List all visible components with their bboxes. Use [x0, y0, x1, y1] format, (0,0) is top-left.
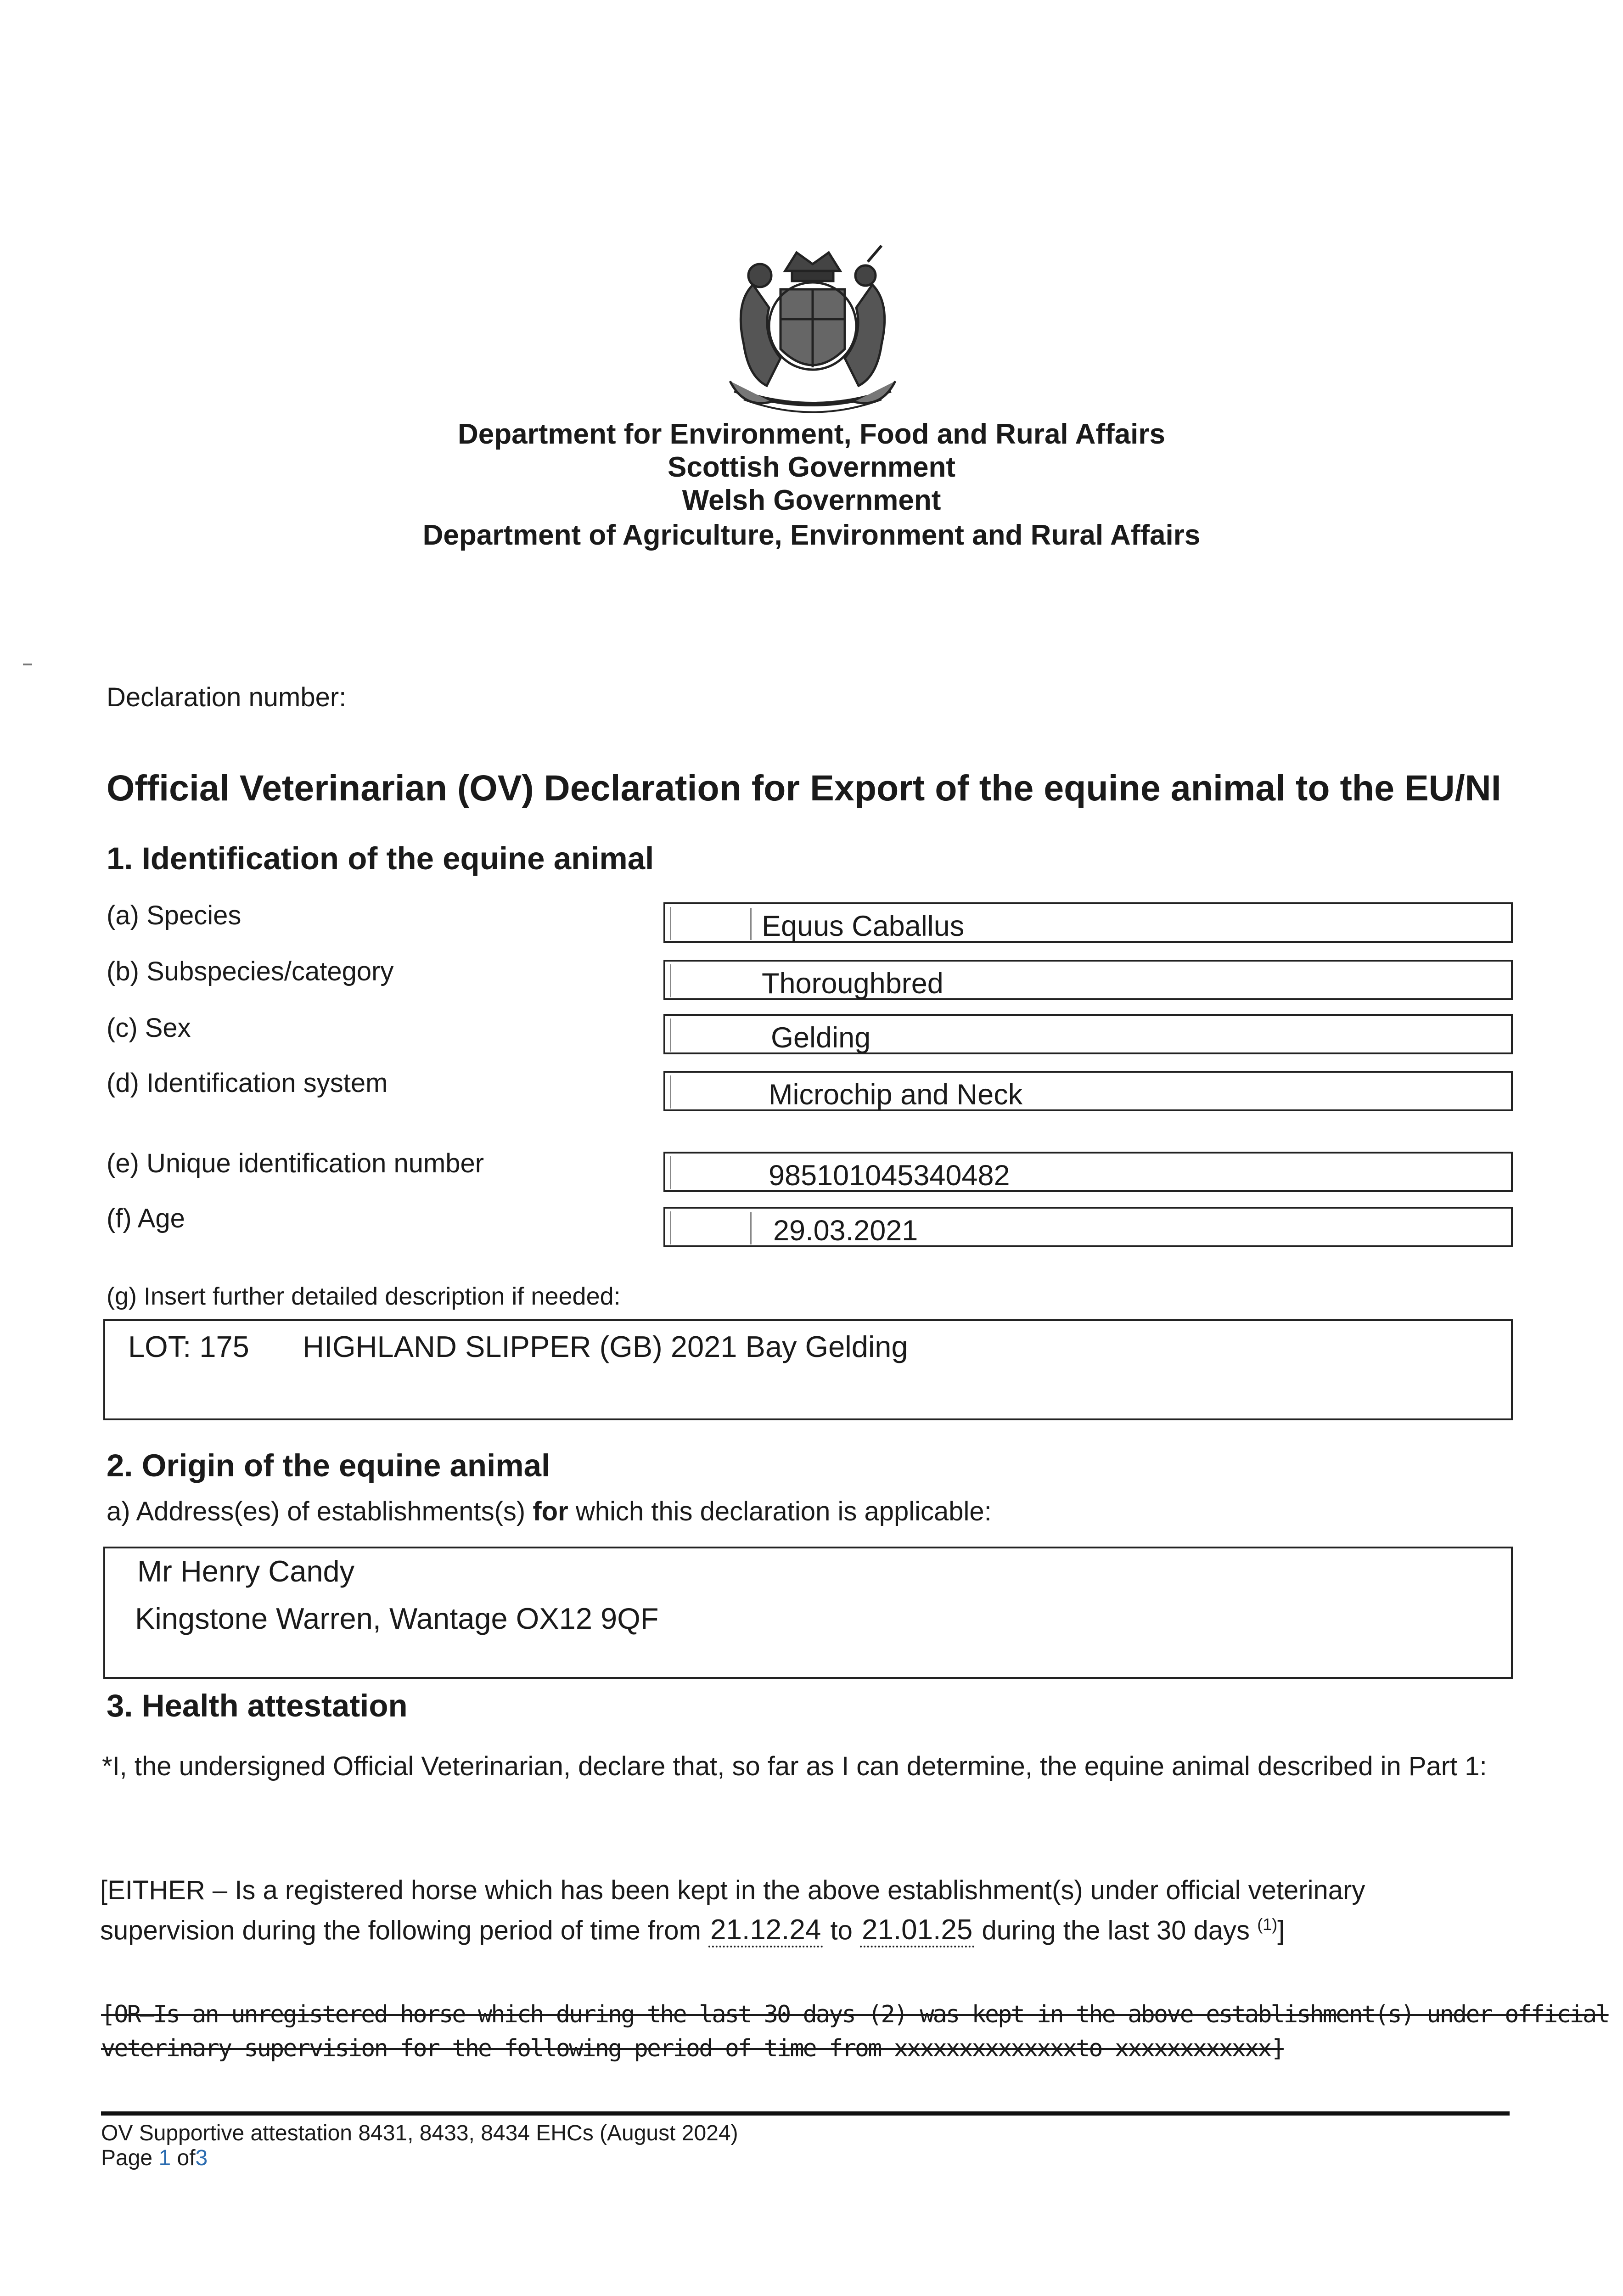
- either-statement: [EITHER – Is a registered horse which has been kept in the above establishment(s) under official veterinary supervision during the following period of time from 21.12.24 to 21.01.25 during the last 30 days $^{(1)}$]: [100, 1874, 1505, 1947]
- species-value: Equus Caballus: [762, 910, 965, 942]
- form-reference: OV Supportive attestation 8431, 8433, 8434 EHCs (August 2024): [101, 2121, 738, 2145]
- unique-id-field[interactable]: [663, 1152, 1513, 1192]
- further-description-box[interactable]: [103, 1319, 1513, 1420]
- date-from: 21.12.24: [708, 1914, 823, 1947]
- struck-line-2: veterinary supervision for the following period of time from xxxxxxxxxxxxxxto xxxxxxxxxxxx]: [101, 2035, 1284, 2062]
- margin-mark: [23, 664, 32, 665]
- struck-out-or-statement: [101, 1998, 1609, 2065]
- footer-rule: [101, 2111, 1510, 2116]
- subspecies-label: (b) Subspecies/category: [107, 957, 394, 986]
- address-location: Kingstone Warren, Wantage OX12 9QF: [135, 1602, 659, 1635]
- address-label: a) Address(es) of establishments(s) for which this declaration is applicable:: [107, 1497, 992, 1526]
- horse-description: HIGHLAND SLIPPER (GB) 2021 Bay Gelding: [303, 1330, 908, 1363]
- declaration-number-label: Declaration number:: [107, 682, 347, 712]
- page-indicator: Page 1 of3: [101, 2146, 208, 2170]
- identification-system-field[interactable]: [663, 1071, 1513, 1111]
- unique-id-value: 985101045340482: [769, 1159, 1010, 1192]
- health-attestation-intro: *I, the undersigned Official Veterinarian, declare that, so far as I can determine, the equine animal described in Part 1:: [102, 1751, 1487, 1781]
- identification-system-value: Microchip and Neck: [769, 1079, 1023, 1111]
- species-label: (a) Species: [107, 900, 241, 930]
- age-field[interactable]: [663, 1207, 1513, 1247]
- unique-id-label: (e) Unique identification number: [107, 1148, 484, 1178]
- department-defra: Department for Environment, Food and Rural Affairs: [458, 418, 1165, 450]
- department-scottish-government: Scottish Government: [668, 451, 955, 483]
- struck-line-1: [OR–Is an unregistered horse which during the last 30 days (2) was kept in the above establishment(s) under official: [101, 2001, 1609, 2028]
- age-value: 29.03.2021: [773, 1215, 918, 1247]
- identification-system-label: (d) Identification system: [107, 1068, 388, 1098]
- subspecies-value: Thoroughbred: [762, 968, 943, 1000]
- section-3-heading: 3. Health attestation: [107, 1688, 408, 1723]
- age-label: (f) Age: [107, 1204, 185, 1233]
- section-1-heading: 1. Identification of the equine animal: [107, 841, 654, 876]
- lot-number: LOT: 175: [128, 1330, 249, 1363]
- department-daera: Department of Agriculture, Environment and Rural Affairs: [422, 519, 1201, 551]
- section-2-heading: 2. Origin of the equine animal: [107, 1448, 550, 1483]
- document-title: Official Veterinarian (OV) Declaration for Export of the equine animal to the EU/NI: [107, 767, 1501, 808]
- royal-coat-of-arms-logo: [716, 243, 909, 418]
- subspecies-field[interactable]: [663, 960, 1513, 1000]
- date-to: 21.01.25: [860, 1914, 974, 1947]
- sex-field[interactable]: [663, 1014, 1513, 1054]
- sex-value: Gelding: [771, 1022, 871, 1054]
- department-welsh-government: Welsh Government: [682, 484, 941, 516]
- sex-label: (c) Sex: [107, 1013, 191, 1043]
- address-name: Mr Henry Candy: [137, 1554, 355, 1588]
- further-description-label: (g) Insert further detailed description if needed:: [107, 1283, 621, 1310]
- species-field[interactable]: [663, 902, 1513, 943]
- address-box[interactable]: [103, 1547, 1513, 1679]
